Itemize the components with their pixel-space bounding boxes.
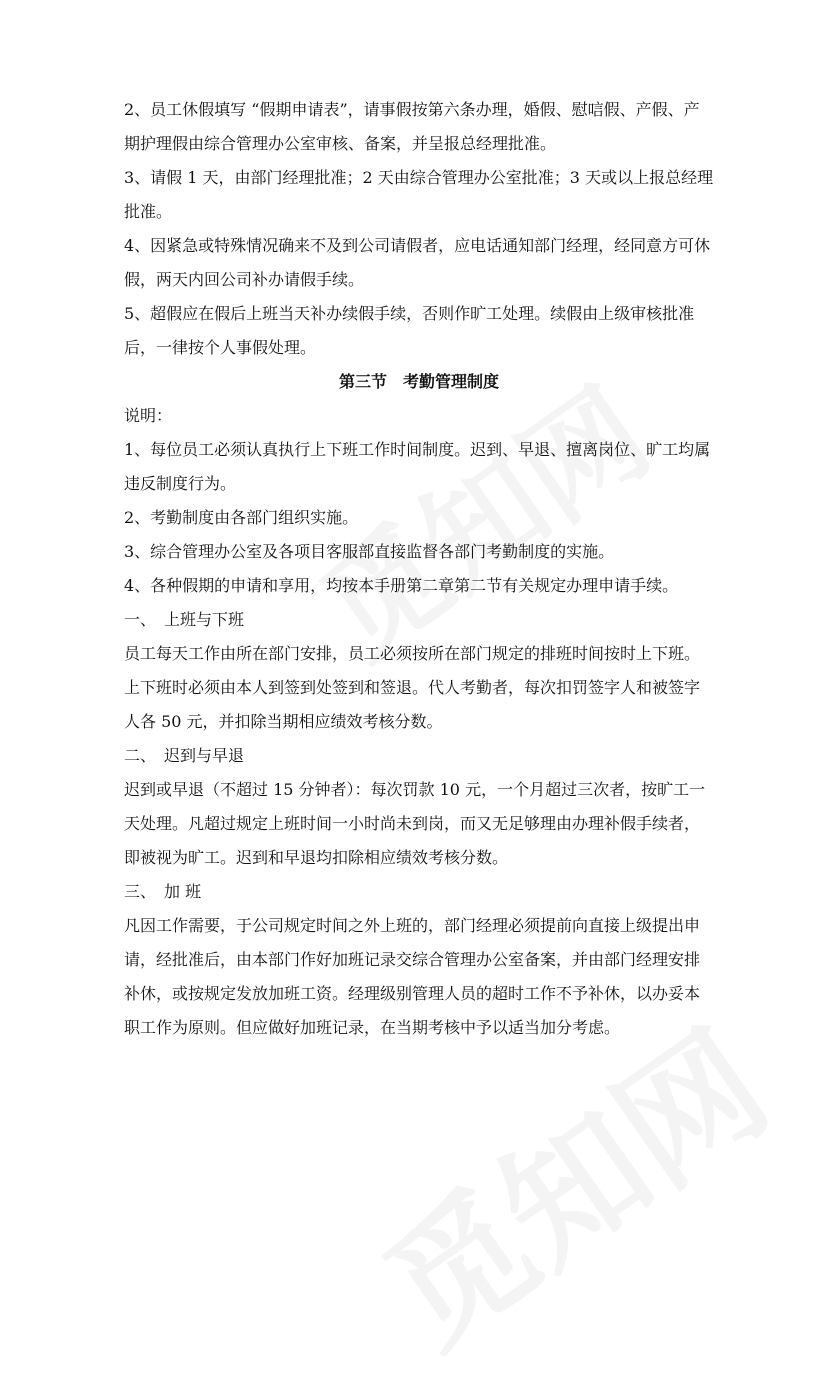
- note-item-4: 4、各种假期的申请和享用，均按本手册第二章第二节有关规定办理申请手续。: [124, 576, 679, 595]
- section-title: 第三节 考勤管理制度: [338, 372, 499, 391]
- subsection-heading-overtime: 三、 加 班: [124, 882, 202, 901]
- note-item-1: 1、每位员工必须认真执行上下班工作时间制度。迟到、早退、擅离岗位、旷工均属违反制度行为。: [124, 440, 711, 493]
- subsection-text-overtime: 凡因工作需要，于公司规定时间之外上班的，部门经理必须提前向直接上级提出申请，经批准后，由本部门作好加班记录交综合管理办公室备案，并由部门经理安排补休，或按规定发放加班工资。经理级别管理人员的超时工作不予补休，以办妥本职工作为原则。但应做好加班记录，在当期考核中予以适当加分考虑。: [124, 916, 701, 1037]
- document-content: [124, 93, 714, 1045]
- paragraph-leave-approval: 3、请假 1 天，由部门经理批准；2 天由综合管理办公室批准；3 天或以上报总经理批准。: [124, 168, 714, 221]
- subsection-text-late-early: 迟到或早退（不超过 15 分钟者）：每次罚款 10 元，一个月超过三次者，按旷工一天处理。凡超过规定上班时间一小时尚未到岗，而又无足够理由办理补假手续者，即被视为旷工。迟到和早退均扣除相应绩效考核分数。: [124, 780, 706, 867]
- paragraph-leave-form: 2、员工休假填写 “假期申请表”，请事假按第六条办理，婚假、慰唁假、产假、产期护理假由综合管理办公室审核、备案，并呈报总经理批准。: [124, 100, 700, 153]
- paragraph-overleave: 5、超假应在假后上班当天补办续假手续，否则作旷工处理。续假由上级审核批准后，一律按个人事假处理。: [124, 304, 695, 357]
- subsection-heading-late-early: 二、 迟到与早退: [124, 746, 245, 765]
- paragraph-emergency-leave: 4、因紧急或特殊情况确来不及到公司请假者，应电话通知部门经理，经同意方可休假，两天内回公司补办请假手续。: [124, 236, 711, 289]
- subsection-heading-attendance: 一、 上班与下班: [124, 610, 245, 629]
- note-label: 说明：: [124, 406, 173, 425]
- subsection-text-attendance: 员工每天工作由所在部门安排，员工必须按所在部门规定的排班时间按时上下班。上下班时必须由本人到签到处签到和签退。代人考勤者，每次扣罚签字人和被签字人各 50 元，并扣除当期相应绩效考核分数。: [124, 644, 701, 731]
- note-item-3: 3、综合管理办公室及各项目客服部直接监督各部门考勤制度的实施。: [124, 542, 615, 561]
- note-item-2: 2、考勤制度由各部门组织实施。: [124, 508, 359, 527]
